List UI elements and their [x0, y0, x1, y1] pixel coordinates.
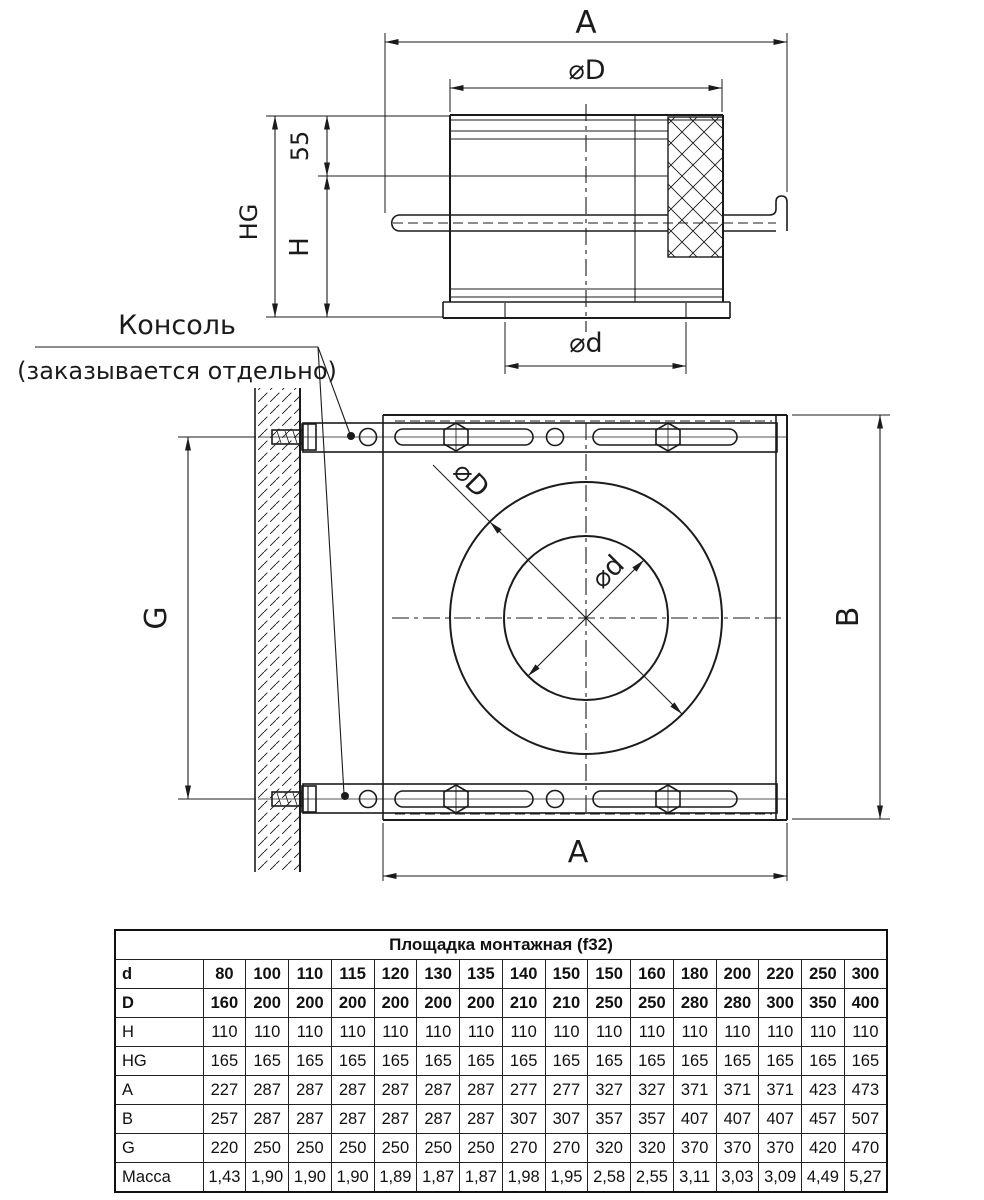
dim-d-side [505, 322, 686, 374]
value-cell: 110 [374, 1018, 417, 1047]
value-cell: 110 [844, 1018, 887, 1047]
wall-hatch [255, 388, 300, 872]
value-cell: 250 [331, 1134, 374, 1163]
value-cell: 110 [289, 960, 332, 989]
bracket-rail-bottom [258, 784, 786, 813]
insulation-hatch [668, 117, 723, 257]
value-cell: 357 [588, 1105, 631, 1134]
value-cell: 227 [203, 1076, 246, 1105]
value-cell: 110 [673, 1018, 716, 1047]
value-cell: 287 [417, 1105, 460, 1134]
value-cell: 287 [460, 1076, 503, 1105]
table-row [115, 1018, 887, 1047]
value-cell: 2,55 [631, 1163, 674, 1193]
table-row [115, 1076, 887, 1105]
value-cell: 2,58 [588, 1163, 631, 1193]
value-cell: 370 [673, 1134, 716, 1163]
value-cell: 110 [203, 1018, 246, 1047]
value-cell: 110 [716, 1018, 759, 1047]
value-cell: 1,95 [545, 1163, 588, 1193]
dim-D-plan-label: ⌀D [446, 455, 496, 505]
value-cell: 150 [588, 960, 631, 989]
value-cell: 1,43 [203, 1163, 246, 1193]
value-cell: 327 [631, 1076, 674, 1105]
value-cell: 250 [417, 1134, 460, 1163]
value-cell: 160 [203, 989, 246, 1018]
spec-table-body [115, 960, 887, 1193]
dim-H [285, 176, 327, 317]
value-cell: 507 [844, 1105, 887, 1134]
side-view [235, 5, 787, 374]
table-row [115, 1105, 887, 1134]
value-cell: 287 [374, 1076, 417, 1105]
value-cell: 220 [203, 1134, 246, 1163]
value-cell: 1,98 [502, 1163, 545, 1193]
value-cell: 165 [460, 1047, 503, 1076]
value-cell: 371 [673, 1076, 716, 1105]
dim-A-bottom [383, 823, 787, 881]
value-cell: 110 [759, 1018, 802, 1047]
dim-A-bottom-label: A [567, 835, 589, 870]
value-cell: 110 [802, 1018, 845, 1047]
value-cell: 407 [759, 1105, 802, 1134]
value-cell: 287 [246, 1105, 289, 1134]
value-cell: 130 [417, 960, 460, 989]
row-label: D [115, 989, 203, 1018]
value-cell: 110 [460, 1018, 503, 1047]
value-cell: 165 [802, 1047, 845, 1076]
table-title-row [115, 930, 887, 960]
value-cell: 100 [246, 960, 289, 989]
value-cell: 257 [203, 1105, 246, 1134]
value-cell: 250 [802, 960, 845, 989]
value-cell: 350 [802, 989, 845, 1018]
value-cell: 287 [331, 1105, 374, 1134]
value-cell: 110 [545, 1018, 588, 1047]
value-cell: 250 [588, 989, 631, 1018]
dim-A-top-label: A [575, 5, 597, 41]
value-cell: 1,90 [331, 1163, 374, 1193]
value-cell: 200 [417, 989, 460, 1018]
dim-B-label: B [831, 606, 866, 628]
value-cell: 120 [374, 960, 417, 989]
row-label: G [115, 1134, 203, 1163]
value-cell: 165 [331, 1047, 374, 1076]
row-label: HG [115, 1047, 203, 1076]
dim-B [792, 415, 890, 819]
value-cell: 165 [417, 1047, 460, 1076]
value-cell: 1,87 [460, 1163, 503, 1193]
spec-table [114, 929, 888, 1193]
value-cell: 320 [631, 1134, 674, 1163]
value-cell: 180 [673, 960, 716, 989]
value-cell: 110 [246, 1018, 289, 1047]
value-cell: 307 [545, 1105, 588, 1134]
value-cell: 3,11 [673, 1163, 716, 1193]
value-cell: 420 [802, 1134, 845, 1163]
value-cell: 277 [502, 1076, 545, 1105]
value-cell: 1,87 [417, 1163, 460, 1193]
value-cell: 423 [802, 1076, 845, 1105]
value-cell: 250 [246, 1134, 289, 1163]
value-cell: 165 [246, 1047, 289, 1076]
value-cell: 250 [374, 1134, 417, 1163]
value-cell: 110 [417, 1018, 460, 1047]
value-cell: 115 [331, 960, 374, 989]
mounting-plate-side [392, 196, 787, 231]
value-cell: 327 [588, 1076, 631, 1105]
value-cell: 165 [289, 1047, 332, 1076]
value-cell: 165 [759, 1047, 802, 1076]
value-cell: 200 [246, 989, 289, 1018]
value-cell: 357 [631, 1105, 674, 1134]
value-cell: 407 [673, 1105, 716, 1134]
value-cell: 320 [588, 1134, 631, 1163]
table-row [115, 1134, 887, 1163]
row-label: Масса [115, 1163, 203, 1193]
value-cell: 165 [631, 1047, 674, 1076]
row-label: A [115, 1076, 203, 1105]
value-cell: 250 [460, 1134, 503, 1163]
value-cell: 200 [374, 989, 417, 1018]
dim-55-label: 55 [286, 130, 314, 162]
plan-view [17, 310, 890, 881]
value-cell: 110 [631, 1018, 674, 1047]
value-cell: 110 [289, 1018, 332, 1047]
value-cell: 5,27 [844, 1163, 887, 1193]
row-label: d [115, 960, 203, 989]
value-cell: 165 [844, 1047, 887, 1076]
value-cell: 287 [374, 1105, 417, 1134]
value-cell: 280 [673, 989, 716, 1018]
value-cell: 407 [716, 1105, 759, 1134]
table-title: Площадка монтажная (f32) [115, 930, 887, 960]
value-cell: 287 [289, 1076, 332, 1105]
dim-d-plan-label: ⌀d [585, 549, 631, 595]
leader-dot [347, 432, 355, 440]
value-cell: 210 [502, 989, 545, 1018]
value-cell: 165 [203, 1047, 246, 1076]
value-cell: 457 [802, 1105, 845, 1134]
value-cell: 287 [331, 1076, 374, 1105]
dim-D-top-label: ⌀D [568, 55, 606, 86]
value-cell: 3,09 [759, 1163, 802, 1193]
table-row [115, 1047, 887, 1076]
value-cell: 470 [844, 1134, 887, 1163]
value-cell: 165 [588, 1047, 631, 1076]
dim-HG [235, 116, 450, 317]
table-row [115, 1163, 887, 1193]
value-cell: 270 [502, 1134, 545, 1163]
table-row [115, 989, 887, 1018]
value-cell: 200 [289, 989, 332, 1018]
value-cell: 250 [289, 1134, 332, 1163]
value-cell: 110 [588, 1018, 631, 1047]
value-cell: 110 [331, 1018, 374, 1047]
value-cell: 1,89 [374, 1163, 417, 1193]
value-cell: 307 [502, 1105, 545, 1134]
value-cell: 287 [246, 1076, 289, 1105]
value-cell: 80 [203, 960, 246, 989]
value-cell: 277 [545, 1076, 588, 1105]
row-label: B [115, 1105, 203, 1134]
value-cell: 135 [460, 960, 503, 989]
value-cell: 250 [631, 989, 674, 1018]
value-cell: 371 [759, 1076, 802, 1105]
value-cell: 165 [716, 1047, 759, 1076]
dim-55 [286, 116, 450, 176]
value-cell: 200 [460, 989, 503, 1018]
dim-HG-label: HG [235, 203, 263, 241]
value-cell: 270 [545, 1134, 588, 1163]
value-cell: 1,90 [289, 1163, 332, 1193]
row-label: H [115, 1018, 203, 1047]
value-cell: 110 [502, 1018, 545, 1047]
value-cell: 473 [844, 1076, 887, 1105]
value-cell: 370 [716, 1134, 759, 1163]
value-cell: 287 [460, 1105, 503, 1134]
console-callout-title: Консоль [118, 310, 236, 341]
dim-G-label: G [139, 606, 174, 630]
leader-dot [341, 792, 349, 800]
bracket-rail-top [258, 423, 786, 452]
value-cell: 300 [844, 960, 887, 989]
console-callout-note: (заказывается отдельно) [17, 357, 337, 385]
value-cell: 370 [759, 1134, 802, 1163]
dim-G [139, 437, 256, 799]
value-cell: 280 [716, 989, 759, 1018]
table-row [115, 960, 887, 989]
value-cell: 220 [759, 960, 802, 989]
value-cell: 165 [673, 1047, 716, 1076]
dim-d-side-label: ⌀d [569, 328, 603, 359]
value-cell: 150 [545, 960, 588, 989]
value-cell: 3,03 [716, 1163, 759, 1193]
value-cell: 287 [417, 1076, 460, 1105]
value-cell: 300 [759, 989, 802, 1018]
value-cell: 371 [716, 1076, 759, 1105]
dim-H-label: H [285, 237, 315, 257]
value-cell: 4,49 [802, 1163, 845, 1193]
value-cell: 287 [289, 1105, 332, 1134]
console-callout [17, 310, 355, 800]
value-cell: 165 [545, 1047, 588, 1076]
value-cell: 200 [716, 960, 759, 989]
value-cell: 160 [631, 960, 674, 989]
value-cell: 200 [331, 989, 374, 1018]
value-cell: 140 [502, 960, 545, 989]
value-cell: 165 [374, 1047, 417, 1076]
value-cell: 210 [545, 989, 588, 1018]
value-cell: 400 [844, 989, 887, 1018]
dim-D-top [450, 55, 722, 112]
value-cell: 165 [502, 1047, 545, 1076]
value-cell: 1,90 [246, 1163, 289, 1193]
